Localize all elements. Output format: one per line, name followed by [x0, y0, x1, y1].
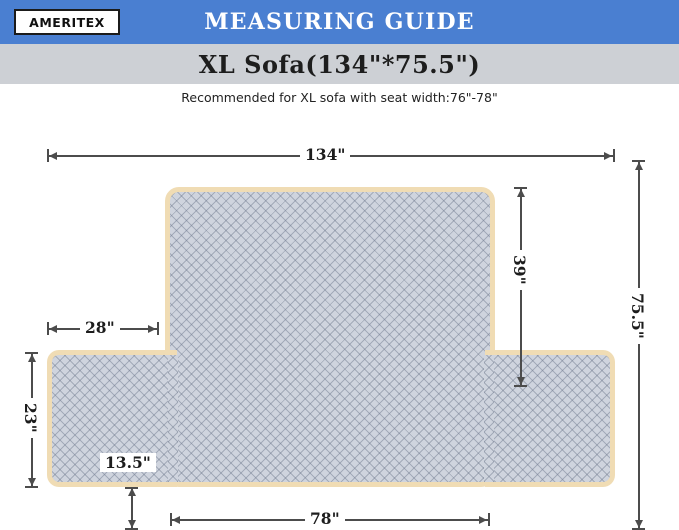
arrow-arm-drop-top	[128, 488, 136, 496]
tick-arm-drop-bottom	[125, 528, 138, 530]
cover-right-arm-panel	[485, 350, 615, 487]
label-total-width: 134"	[300, 145, 350, 164]
sofa-cover-diagram	[0, 120, 679, 530]
tick-arm-height-bottom	[25, 486, 38, 488]
arrow-total-height-bottom	[635, 520, 643, 528]
label-total-height: 75.5"	[628, 288, 647, 344]
brand-logo-text: AMERITEX	[29, 14, 105, 30]
tick-backrest-bottom	[514, 385, 527, 387]
cover-main-panel	[165, 187, 495, 487]
subtitle-band	[0, 44, 679, 84]
arrow-arm-width-right	[148, 325, 156, 333]
header-bar	[0, 0, 679, 44]
label-arm-width: 28"	[80, 318, 120, 337]
brand-logo	[14, 9, 120, 35]
arrow-seat-width-right	[479, 516, 487, 524]
label-arm-height: 23"	[21, 398, 40, 438]
tick-total-height-bottom	[632, 528, 645, 530]
cover-right-seam	[484, 355, 494, 482]
arrow-backrest-bottom	[517, 377, 525, 385]
arrow-seat-width-left	[172, 516, 180, 524]
tick-arm-width-right	[157, 322, 159, 335]
arrow-total-height-top	[635, 162, 643, 170]
label-seat-width: 78"	[305, 509, 345, 528]
arrow-arm-height-bottom	[28, 478, 36, 486]
cover-left-seam	[168, 355, 178, 482]
arrow-backrest-top	[517, 189, 525, 197]
arrow-total-width-right	[604, 152, 612, 160]
label-backrest-height: 39"	[510, 250, 529, 290]
recommendation-text: Recommended for XL sofa with seat width:76"-78"	[181, 90, 498, 105]
arrow-arm-height-top	[28, 354, 36, 362]
arrow-total-width-left	[49, 152, 57, 160]
tick-seat-width-right	[488, 513, 490, 526]
arrow-arm-width-left	[49, 325, 57, 333]
label-arm-drop: 13.5"	[100, 453, 156, 472]
tick-total-width-right	[613, 149, 615, 162]
arrow-arm-drop-bottom	[128, 520, 136, 528]
page-title: MEASURING GUIDE	[204, 9, 475, 35]
product-size-title: XL Sofa(134"*75.5")	[198, 49, 481, 79]
dimension-line-total-height	[638, 160, 640, 530]
